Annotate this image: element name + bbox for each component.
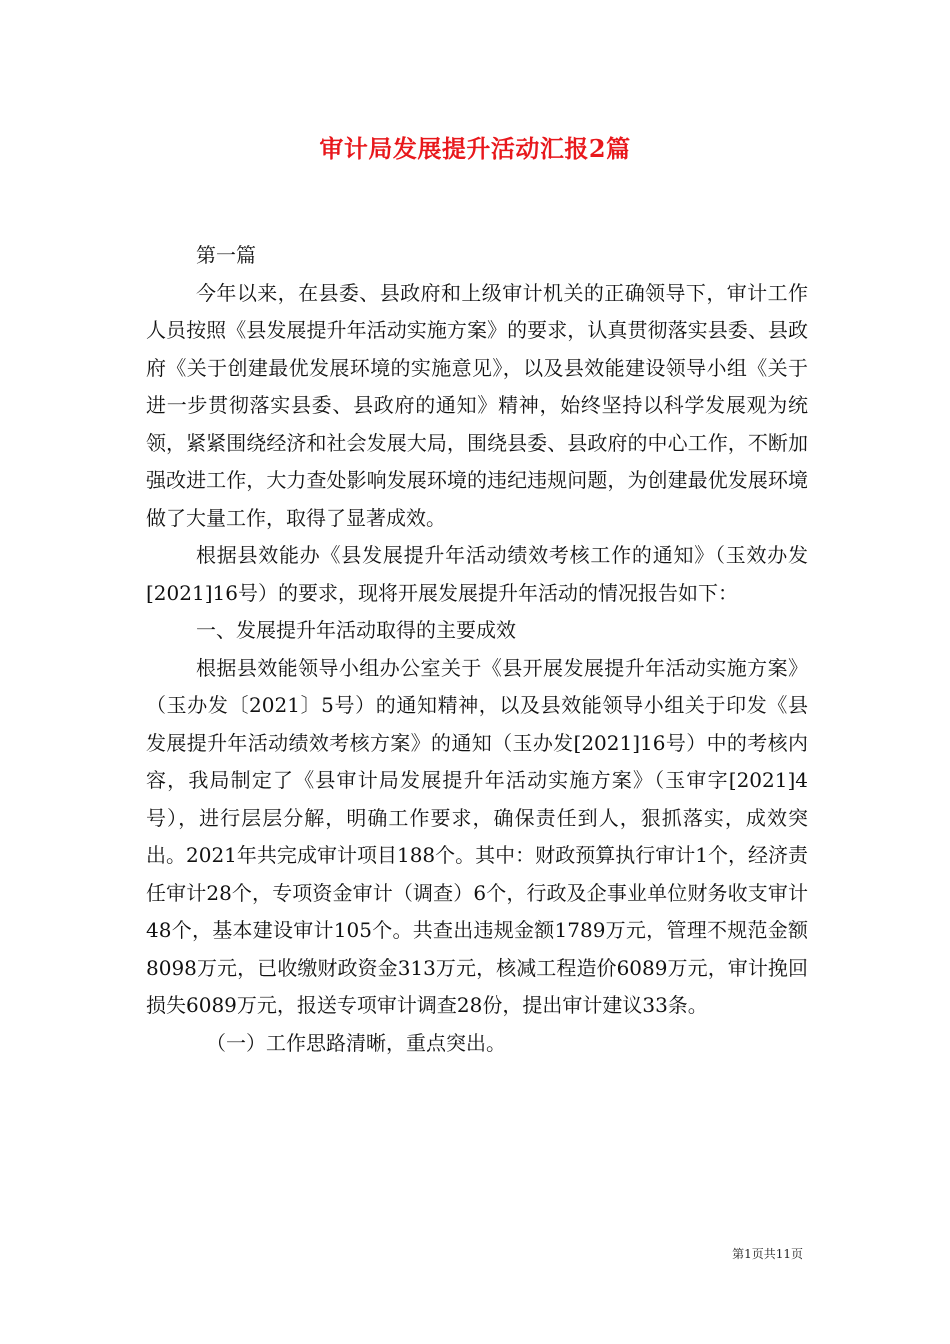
paragraph-achievements: 根据县效能领导小组办公室关于《县开展发展提升年活动实施方案》（玉办发〔2021〕5号）的通知精神，以及县效能领导小组关于印发《县发展提升年活动绩效考核方案》的通知（玉办发[2021]16号）中的考核内容，我局制定了《县审计局发展提升年活动实施方案》（玉审字[2021]4号），进行层层分解，明确工作要求，确保责任到人，狠抓落实，成效突出。2021年共完成审计项目188个。其中：财政预算执行审计1个，经济责任审计28个，专项资金审计（调查）6个，行政及企事业单位财务收支审计48个，基本建设审计105个。共查出违规金额1789万元，管理不规范金额8098万元，已收缴财政资金313万元，核减工程造价6089万元，审计挽回损失6089万元，报送专项审计调查28份，提出审计建议33条。 bbox=[146, 655, 808, 1017]
paragraph-report-basis: 根据县效能办《县发展提升年活动绩效考核工作的通知》（玉效办发[2021]16号）的要求，现将开展发展提升年活动的情况报告如下： bbox=[146, 543, 808, 605]
document-title: 审计局发展提升活动汇报2篇 bbox=[319, 134, 631, 163]
subheading-work-ideas: （一）工作思路清晰，重点突出。 bbox=[206, 1030, 506, 1055]
document-body bbox=[146, 237, 808, 1062]
paragraph-intro: 今年以来，在县委、县政府和上级审计机关的正确领导下，审计工作人员按照《县发展提升年活动实施方案》的要求，认真贯彻落实县委、县政府《关于创建最优发展环境的实施意见》，以及县效能建设领导小组《关于进一步贯彻落实县委、县政府的通知》精神，始终坚持以科学发展观为统领，紧紧围绕经济和社会发展大局，围绕县委、县政府的中心工作，不断加强改进工作，大力查处影响发展环境的违纪违规问题，为创建最优发展环境做了大量工作，取得了显著成效。 bbox=[146, 280, 808, 530]
heading-main-achievements: 一、发展提升年活动取得的主要成效 bbox=[196, 618, 516, 642]
page-number: 第1页共11页 bbox=[732, 1247, 803, 1261]
section-heading: 第一篇 bbox=[196, 243, 256, 267]
